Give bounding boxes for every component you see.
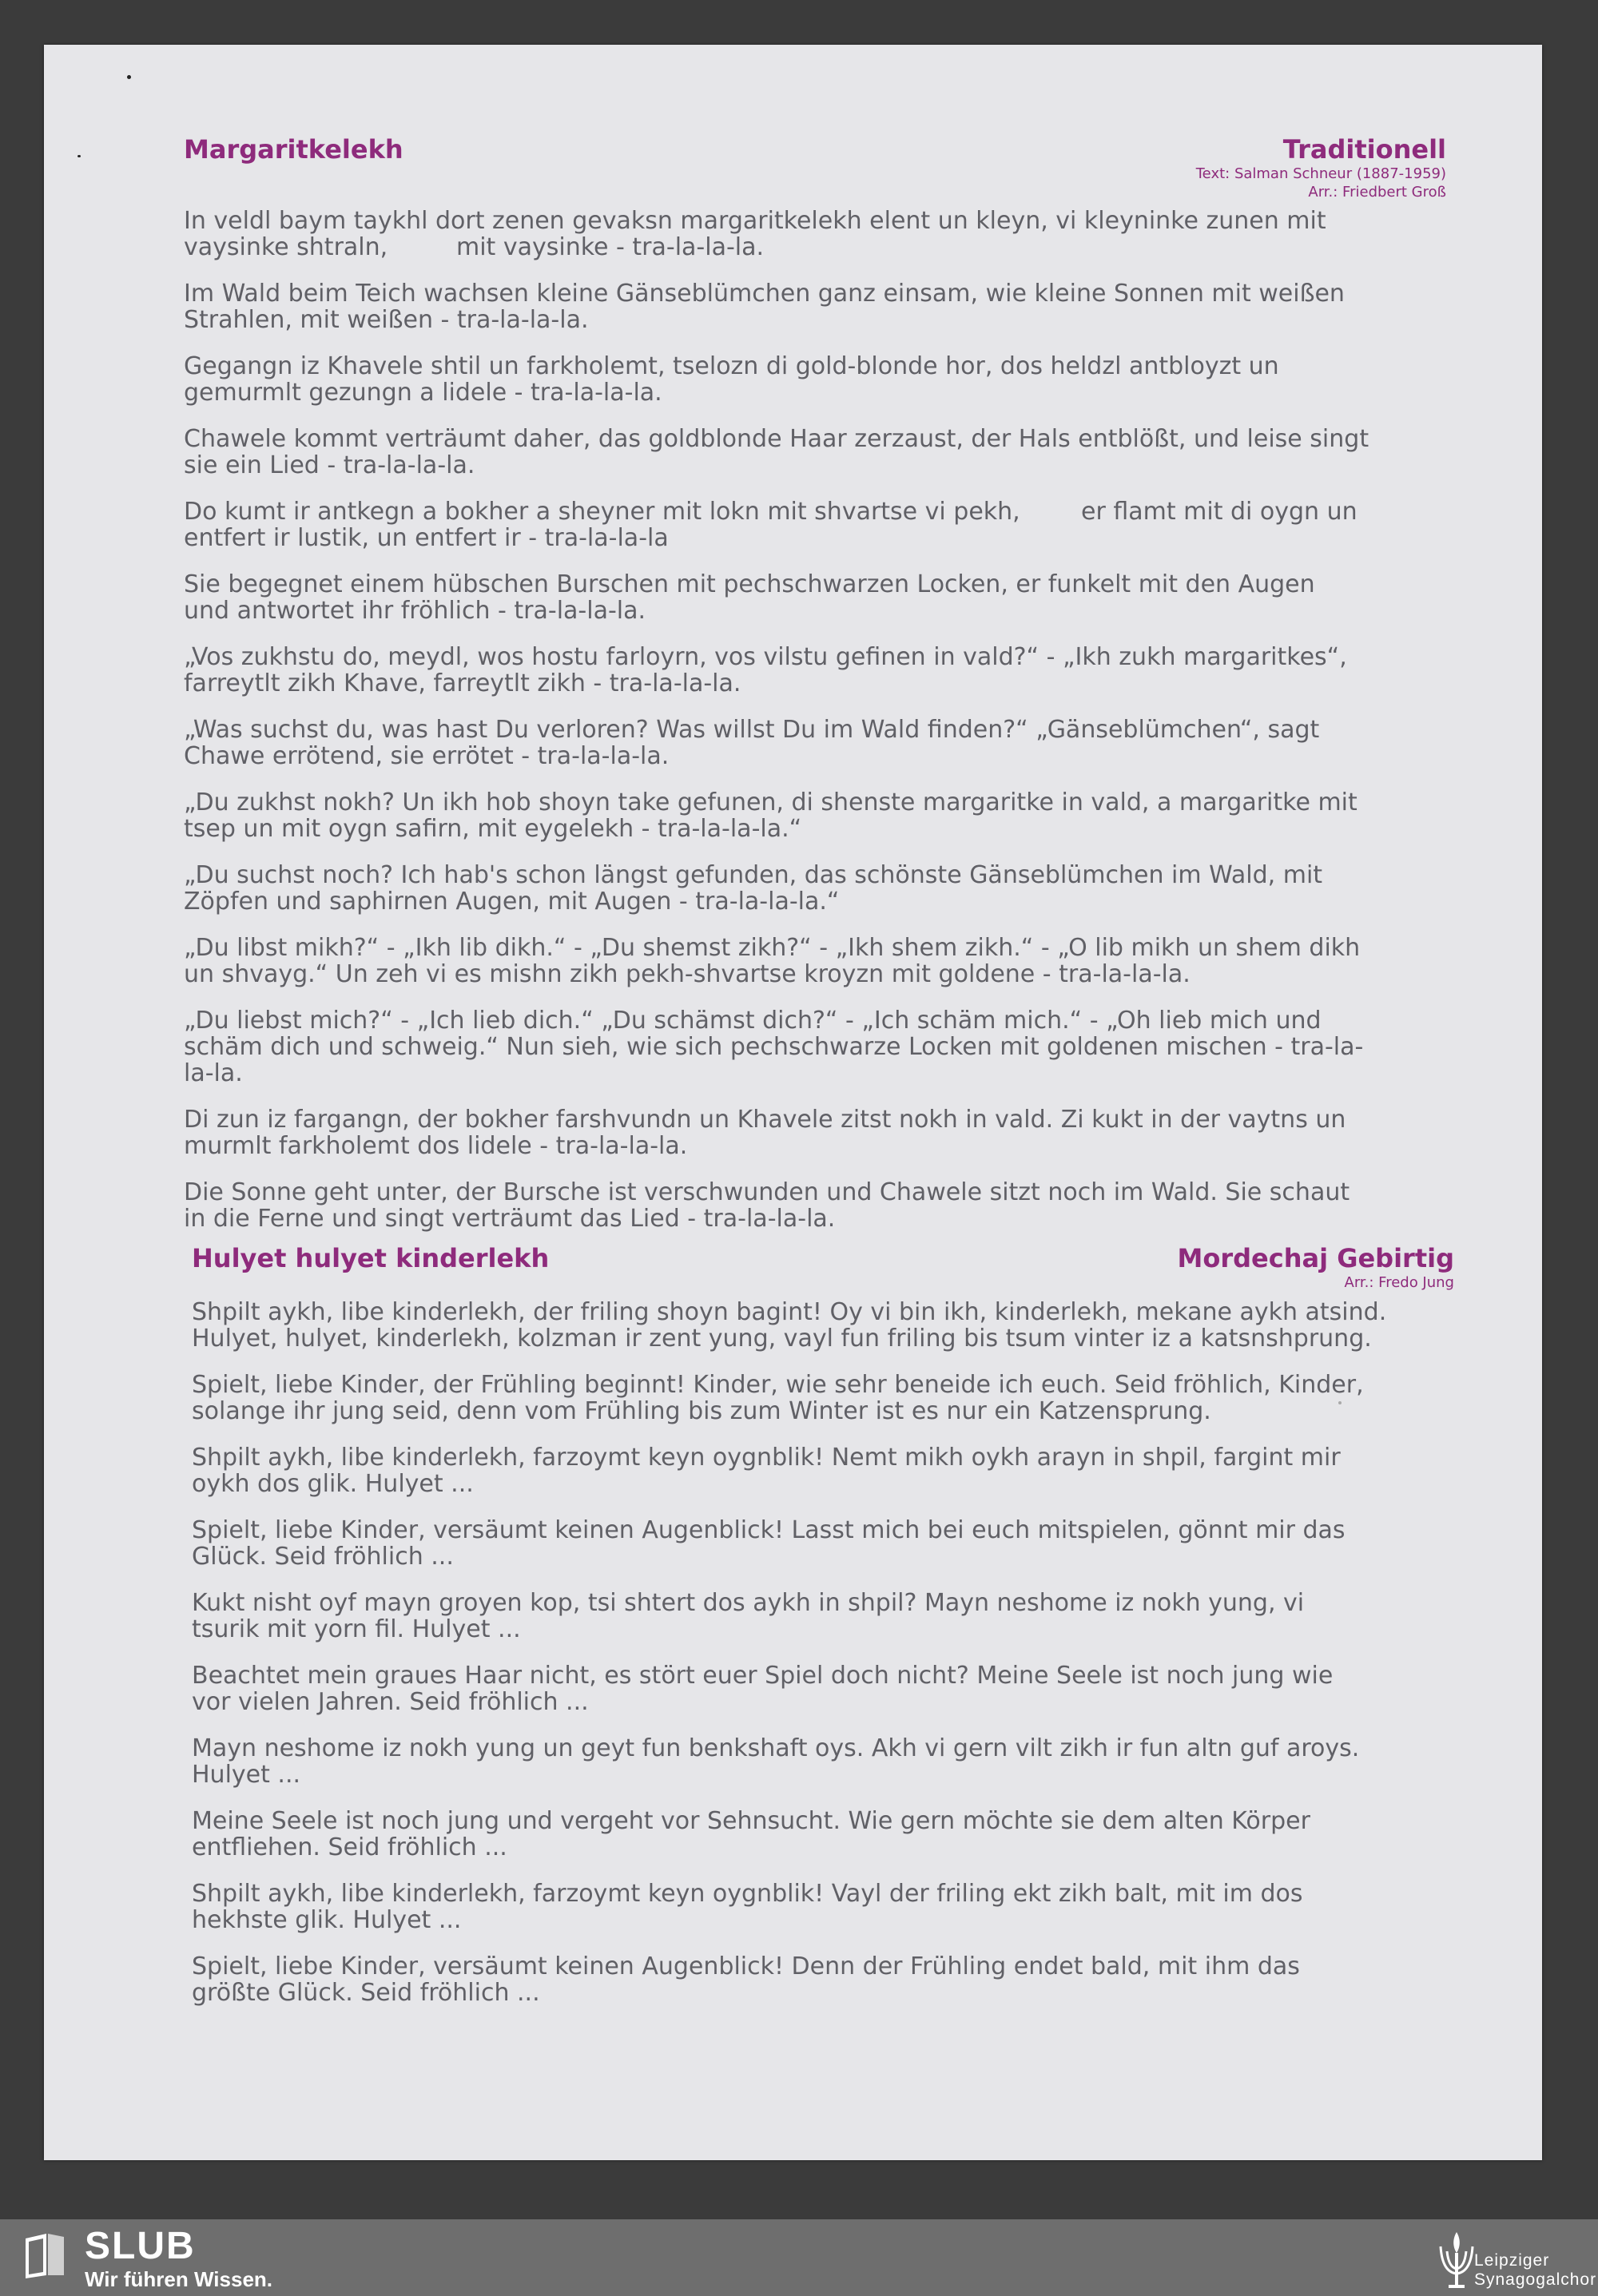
stanza: Spielt, liebe Kinder, versäumt keinen Augenblick! Lasst mich bei euch mitspielen, gönnt mir das Glück. Seid fröhlich ... — [192, 1516, 1346, 1571]
stanza: „Du libst mikh?“ - „Ikh lib dikh.“ - „Du shemst zikh?“ - „Ikh shem zikh.“ - „O lib mikh un shem dikh un shvayg.“ Un zeh vi es mishn zikh pekh-shvartse kroyzn mit goldene - tra-la-la-la. — [184, 934, 1361, 988]
song-hulyet-hulyet-kinderlekh — [192, 1243, 1454, 2026]
book-icon — [22, 2230, 67, 2280]
composer: Traditionell — [1282, 134, 1446, 165]
stanza: „Du liebst mich?“ - „Ich lieb dich.“ „Du schämst dich?“ - „Ich schäm mich.“ - „Oh lieb mich und schäm dich und schweig.“ Nun sieh, wie sich pechschwarze Locken mit goldenen mischen - tra-la- la-la. — [184, 1007, 1364, 1087]
stanza: Die Sonne geht unter, der Bursche ist verschwunden und Chawele sitzt noch im Wald. Sie schaut in die Ferne und singt verträumt das Lied - tra-la-la-la. — [184, 1178, 1350, 1233]
stanza: Im Wald beim Teich wachsen kleine Gänseblümchen ganz einsam, wie kleine Sonnen mit weißen Strahlen, mit weißen - tra-la-la-la. — [184, 280, 1345, 334]
stanza: Mayn neshome iz nokh yung un geyt fun benkshaft oys. Akh vi gern vilt zikh ir fun altn guf aroys. Hulyet ... — [192, 1734, 1360, 1789]
stanza: Shpilt aykh, libe kinderlekh, farzoymt keyn oygnblik! Nemt mikh oykh arayn in shpil, fargint mir oykh dos glik. Hulyet ... — [192, 1444, 1341, 1498]
stanza: Do kumt ir antkegn a bokher a sheyner mit lokn mit shvartse vi pekh, er flamt mit di oygn un entfert ir lustik, un entfert ir - tra-la-la-la — [184, 498, 1358, 552]
song-header — [192, 1243, 1454, 1299]
stanza: In veldl baym taykhl dort zenen gevaksn margaritkelekh elent un kleyn, vi kleyninke zunen mit vaysinke shtraln, mit vaysinke - tra-la-la-la. — [184, 207, 1326, 261]
speck — [78, 155, 81, 157]
composer: Mordechaj Gebirtig — [1177, 1243, 1454, 1273]
stanza: „Vos zukhstu do, meydl, wos hostu farloyrn, vos vilstu gefinen in vald?“ - „Ikh zukh margaritkes“, farreytlt zikh Khave, farreytlt zikh - tra-la-la-la. — [184, 643, 1347, 697]
document-page — [44, 45, 1542, 2160]
stanza: Spielt, liebe Kinder, der Frühling beginnt! Kinder, wie sehr beneide ich euch. Seid fröhlich, Kinder, solange ihr jung seid, denn vom Frühling bis zum Winter ist es nur ein Katzensprung. — [192, 1371, 1364, 1425]
stanza: Shpilt aykh, libe kinderlekh, farzoymt keyn oygnblik! Vayl der friling ekt zikh balt, mit im dos hekhste glik. Hulyet ... — [192, 1880, 1303, 1934]
stanza: Beachtet mein graues Haar nicht, es stört euer Spiel doch nicht? Meine Seele ist noch jung wie vor vielen Jahren. Seid fröhlich ... — [192, 1662, 1334, 1716]
stanza: „Du suchst noch? Ich hab's schon längst gefunden, das schönste Gänseblümchen im Wald, mit Zöpfen und saphirnen Augen, mit Augen - tra-la-la-la.“ — [184, 861, 1323, 916]
song-header — [184, 134, 1446, 208]
menorah-icon — [1434, 2224, 1479, 2291]
lyrics — [184, 208, 1446, 1232]
song-credits — [1178, 1243, 1454, 1292]
library-tagline: Wir führen Wissen. — [85, 2267, 273, 2291]
song-credits — [1196, 134, 1446, 201]
song-title: Hulyet hulyet kinderlekh — [192, 1243, 550, 1273]
stanza: Meine Seele ist noch jung und vergeht vor Sehnsucht. Wie gern möchte sie dem alten Körper entfliehen. Seid fröhlich ... — [192, 1807, 1310, 1861]
stanza: Shpilt aykh, libe kinderlekh, der friling shoyn bagint! Oy vi bin ikh, kinderlekh, mekane aykh atsind. Hulyet, hulyet, kinderlekh, kolzman ir zent yung, vayl fun friling bis tsum vinter iz a katsnshprung. — [192, 1298, 1387, 1353]
lyricist-credit: Text: Salman Schneur (1887-1959) — [1195, 165, 1446, 182]
song-title: Margaritkelekh — [184, 134, 403, 165]
library-name: SLUB — [85, 2225, 196, 2267]
choir-name-line2: Synagogalchor — [1474, 2270, 1597, 2289]
stanza: Di zun iz fargangn, der bokher farshvundn un Khavele zitst nokh in vald. Zi kukt in der vaytns un murmlt farkholemt dos lidele - tra-la-la-la. — [184, 1106, 1346, 1160]
stanza: Chawele kommt verträumt daher, das goldblonde Haar zerzaust, der Hals entblößt, und leise singt sie ein Lied - tra-la-la-la. — [184, 425, 1369, 479]
stanza: „Du zukhst nokh? Un ikh hob shoyn take gefunen, di shenste margaritke in vald, a margaritke mit tsep un mit oygn safirn, mit eygelekh - tra-la-la-la.“ — [184, 789, 1358, 843]
stanza: Sie begegnet einem hübschen Burschen mit pechschwarzen Locken, er funkelt mit den Augen und antwortet ihr fröhlich - tra-la-la-la. — [184, 570, 1315, 625]
stanza: Gegangn iz Khavele shtil un farkholemt, tselozn di gold-blonde hor, dos heldzl antbloyzt un gemurmlt gezungn a lidele - tra-la-la-la. — [184, 352, 1279, 407]
stanza: Spielt, liebe Kinder, versäumt keinen Augenblick! Denn der Frühling endet bald, mit ihm das größte Glück. Seid fröhlich ... — [192, 1952, 1300, 2007]
stanza: „Was suchst du, was hast Du verloren? Was willst Du im Wald finden?“ „Gänseblümchen“, sagt Chawe errötend, sie errötet - tra-la-la-la. — [184, 716, 1320, 770]
song-margaritkelekh — [184, 134, 1446, 1252]
stanza: Kukt nisht oyf mayn groyen kop, tsi shtert dos aykh in shpil? Mayn neshome iz nokh yung, vi tsurik mit yorn fil. Hulyet ... — [192, 1589, 1305, 1643]
viewer-footer — [0, 2219, 1598, 2296]
arranger-credit: Arr.: Fredo Jung — [1344, 1274, 1454, 1291]
choir-name-line1: Leipziger — [1474, 2251, 1550, 2270]
arranger-credit: Arr.: Friedbert Groß — [1308, 184, 1446, 201]
speck — [127, 75, 131, 79]
lyrics — [192, 1299, 1454, 2006]
